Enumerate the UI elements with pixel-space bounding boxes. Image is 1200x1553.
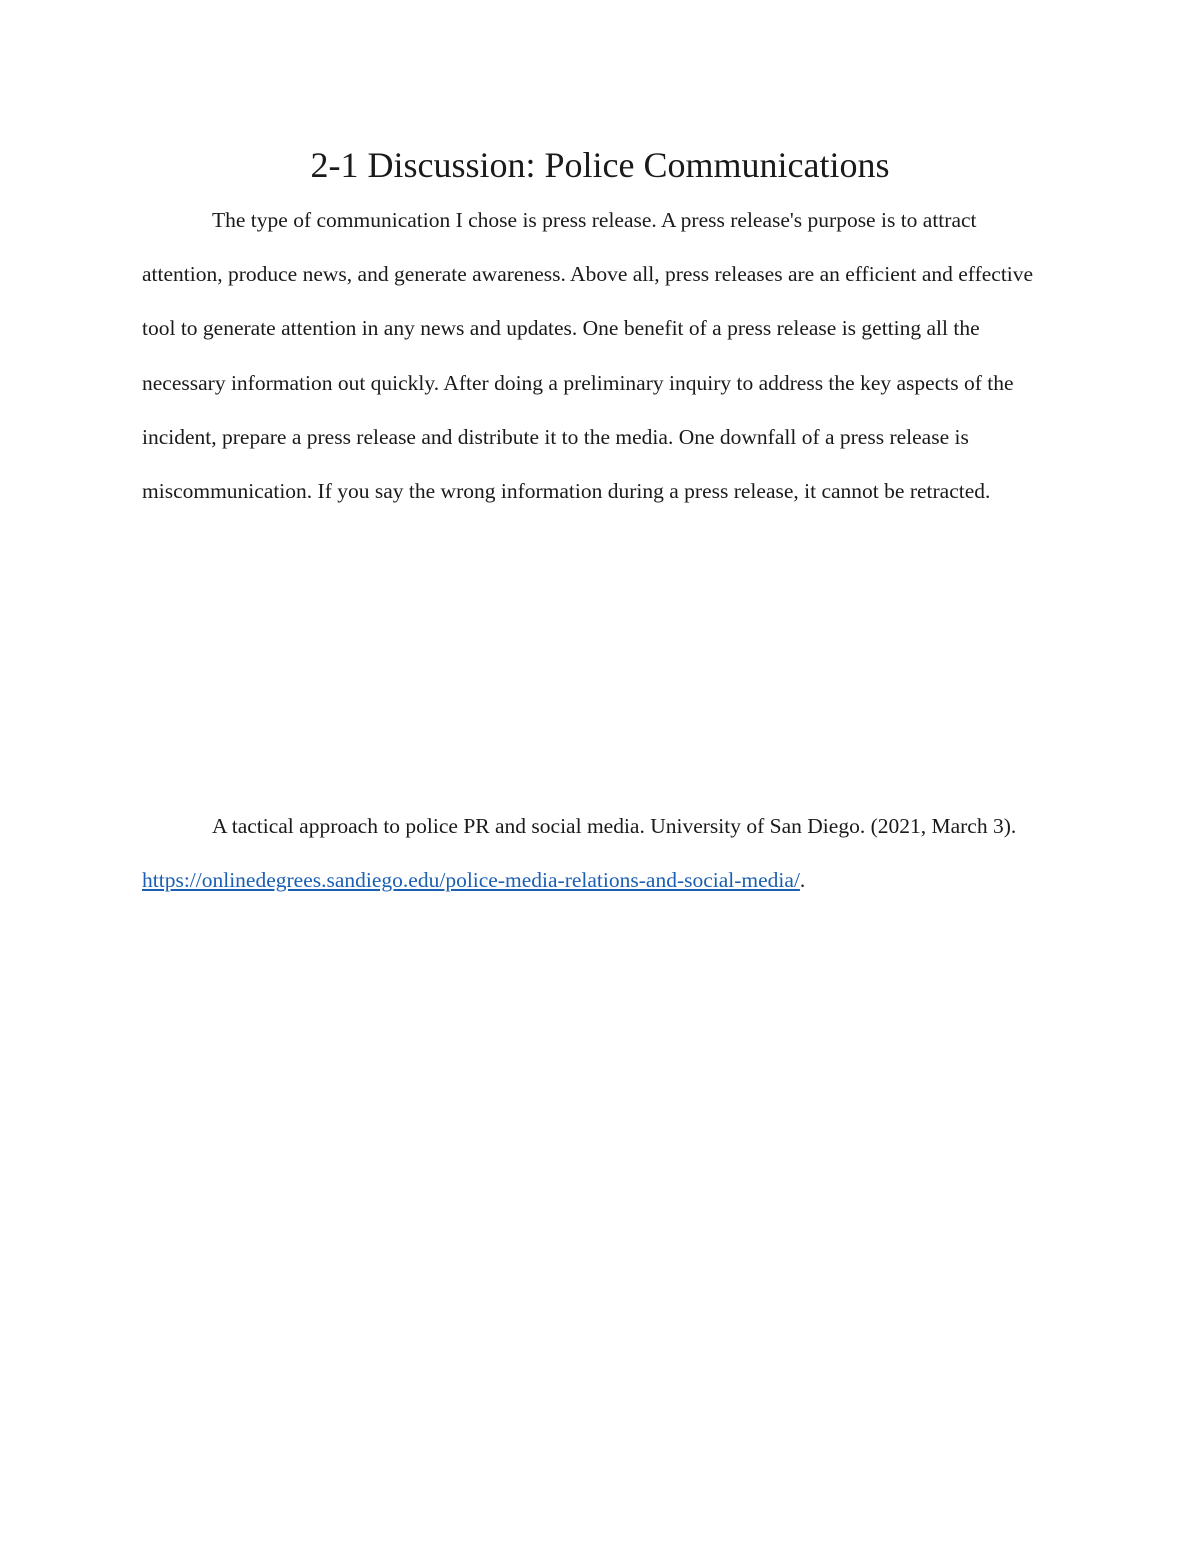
- body-paragraph: The type of communication I chose is press release. A press release's purpose is to attract attention, produce news, and generate awareness. Above all, press releases are an efficient and effective tool to generate attention in any news and updates. One benefit of a press release is getting all the necessary information out quickly. After doing a preliminary inquiry to address the key aspects of the incident, prepare a press release and distribute it to the media. One downfall of a press release is miscommunication. If you say the wrong information during a press release, it cannot be retracted.: [142, 208, 1034, 504]
- page-title: 2-1 Discussion: Police Communications: [310, 145, 890, 185]
- reference-entry: [142, 799, 1060, 907]
- reference-trailing-period: .: [799, 868, 806, 893]
- reference-link[interactable]: https://onlinedegrees.sandiego.edu/police-media-relations-and-social-media/: [142, 868, 800, 893]
- reference-text: A tactical approach to police PR and social media. University of San Diego. (2021, March 3).: [212, 814, 1017, 838]
